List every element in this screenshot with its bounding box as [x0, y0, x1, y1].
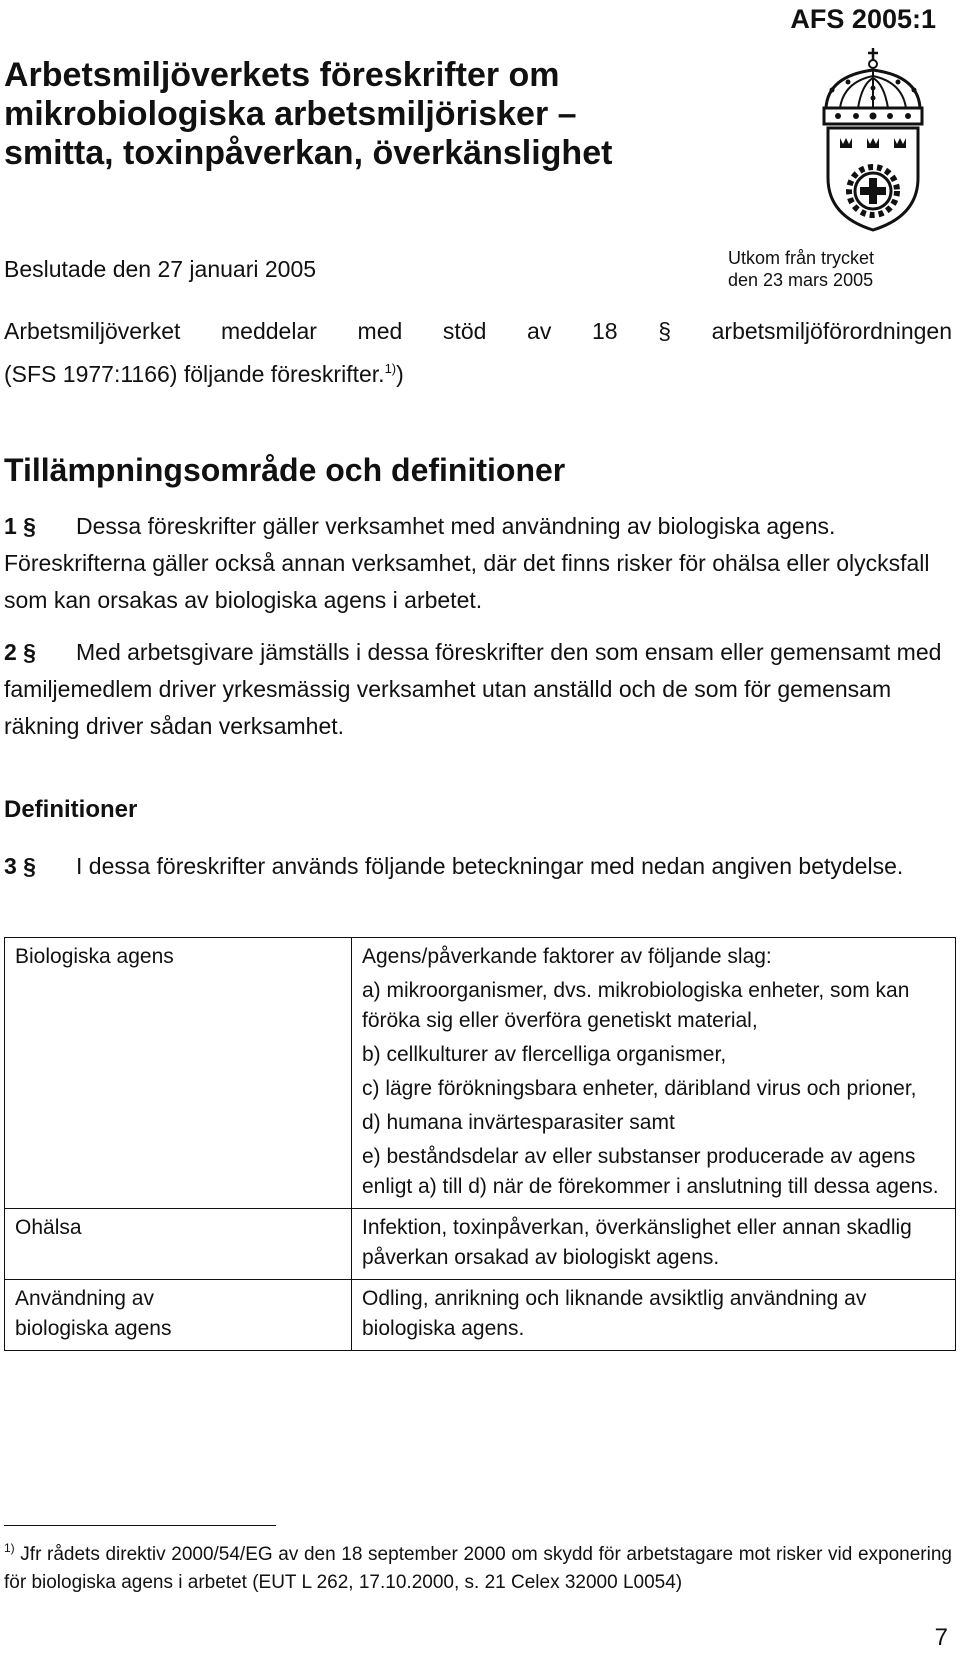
definition-cell [352, 1209, 956, 1280]
definitions-heading: Definitioner [4, 796, 138, 823]
document-title [4, 56, 724, 173]
paragraph-2-text: Med arbetsgivare jämställs i dessa föreskrifter den som ensam eller gemensamt med familjemedlem driver yrkesmässig verksamhet utan anställd och de som för gemensam räkning driver sådan verksamhet. [4, 639, 942, 739]
definition-item: Infektion, toxinpåverkan, överkänslighet eller annan skadlig påverkan orsakad av biologiskt agens. [362, 1216, 912, 1269]
intro-paragraph [4, 313, 952, 393]
intro-line-1: Arbetsmiljöverket meddelar med stöd av 18 § arbetsmiljöförordningen [4, 318, 952, 344]
intro-line-2 [4, 350, 952, 393]
decision-date: Beslutade den 27 januari 2005 [4, 256, 317, 282]
paragraph-3-text: I dessa föreskrifter används följande beteckningar med nedan angiven betydelse. [76, 853, 904, 879]
footnote [4, 1534, 952, 1597]
paragraph-1-number: 1 § [4, 513, 36, 539]
definition-item: d) humana invärtesparasiter samt [362, 1111, 675, 1134]
term-line-2: biologiska agens [15, 1317, 172, 1340]
document-id: AFS 2005:1 [790, 4, 936, 34]
paragraph-1 [4, 508, 952, 619]
definition-cell [352, 1280, 956, 1351]
publication-date [728, 247, 928, 291]
table-row [5, 1280, 956, 1351]
definition-item: a) mikroorganismer, dvs. mikrobiologiska enheter, som kan föröka sig eller överföra genetiskt material, [362, 979, 910, 1032]
published-line-2: den 23 mars 2005 [728, 270, 874, 290]
footnote-divider [4, 1525, 276, 1526]
table-row [5, 1209, 956, 1280]
paragraph-2-number: 2 § [4, 639, 36, 665]
definition-item: e) beståndsdelar av eller substanser producerade av agens enligt a) till d) när de förekommer i anslutning till dessa agens. [362, 1145, 939, 1198]
section-heading: Tillämpningsområde och definitioner [4, 452, 566, 488]
published-line-1: Utkom från trycket [728, 248, 875, 268]
definition-item: Agens/påverkande faktorer av följande slag: [362, 945, 772, 968]
term-cell [5, 1280, 352, 1351]
footnote-text: Jfr rådets direktiv 2000/54/EG av den 18 september 2000 om skydd för arbetstagare mot risker vid exponering för biologiska agens i arbetet (EUT L 262, 17.10.2000, s. 21 Celex 32000 L0054) [4, 1544, 952, 1593]
term-cell: Biologiska agens [5, 938, 352, 1209]
definition-item: b) cellkulturer av flercelliga organismer, [362, 1043, 727, 1066]
term-line-1: Användning av [15, 1287, 154, 1310]
title-line-1: Arbetsmiljöverkets föreskrifter om [4, 56, 560, 94]
intro-closing-paren: ) [396, 361, 404, 387]
footnote-marker: 1) [4, 1541, 15, 1555]
definition-item: Odling, anrikning och liknande avsiktlig användning av biologiska agens. [362, 1287, 867, 1340]
table-row [5, 938, 956, 1209]
definition-item: c) lägre förökningsbara enheter, däribland virus och prioner, [362, 1077, 917, 1100]
definition-cell [352, 938, 956, 1209]
title-line-3: smitta, toxinpåverkan, överkänslighet [4, 134, 613, 172]
definitions-table [4, 937, 956, 1351]
title-line-2: mikrobiologiska arbetsmiljörisker – [4, 95, 577, 133]
term-cell: Ohälsa [5, 1209, 352, 1280]
page-number: 7 [934, 1624, 948, 1651]
footnote-ref[interactable]: 1) [384, 361, 397, 376]
paragraph-3-number: 3 § [4, 853, 36, 879]
intro-line-2-text: (SFS 1977:1166) följande föreskrifter. [4, 361, 385, 387]
paragraph-1-text: Dessa föreskrifter gäller verksamhet med användning av biologiska agens. Föreskrifterna gäller också annan verksamhet, där det finns risker för ohälsa eller olycksfall som kan orsakas av biologiska agens i arbetet. [4, 513, 930, 613]
paragraph-2 [4, 634, 952, 745]
swedish-coat-of-arms-icon [818, 46, 928, 232]
paragraph-3 [4, 848, 952, 885]
